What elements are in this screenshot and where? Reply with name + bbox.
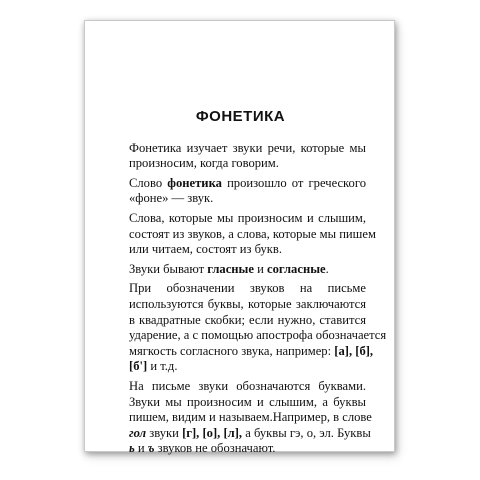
- term-vowels: гласные: [207, 261, 254, 276]
- letter-hard-sign: ъ: [147, 441, 155, 456]
- text-run: и: [134, 441, 148, 456]
- sound-notation: [а], [б],: [334, 343, 374, 358]
- paragraph-4: [115, 262, 366, 278]
- text-line: пишем, видим и называем.Например, в слове: [129, 410, 372, 425]
- text-line: [115, 441, 366, 457]
- text-line: Слова, которые мы произносим и слышим,: [129, 210, 366, 225]
- term-consonants: согласные: [267, 261, 326, 276]
- text-line: Звуки мы произносим и слышим, а буквы: [129, 394, 366, 409]
- text-line: Фонетика изучает звуки речи, которые мы: [129, 140, 366, 155]
- sound-notation: [б']: [129, 359, 148, 374]
- text-line: «фоне» — звук.: [129, 191, 214, 206]
- text-line: произносим, когда говорим.: [129, 156, 279, 171]
- paragraph-1: [115, 141, 366, 172]
- text-run: звуки: [146, 425, 183, 440]
- page-content: [115, 108, 387, 461]
- text-run: произошло от греческого: [221, 175, 366, 190]
- text-line: ударение, а с помощью апострофа обозначается: [129, 328, 387, 343]
- paragraph-5: [115, 281, 387, 375]
- text-line: [115, 425, 371, 442]
- paragraph-2: [115, 176, 366, 207]
- book-page: [84, 20, 395, 456]
- text-run: Слово: [129, 175, 168, 190]
- text-line: [115, 262, 366, 278]
- text-run: и т.д.: [147, 359, 178, 374]
- example-word: гол: [129, 425, 147, 440]
- text-line: [115, 176, 366, 192]
- text-line: или читаем, состоят из букв.: [129, 242, 283, 257]
- term-fonetika: фонетика: [167, 175, 222, 190]
- text-run: и: [253, 261, 268, 276]
- paragraph-3: [115, 210, 376, 258]
- text-run: звуков не обозначают.: [154, 441, 276, 456]
- text-run: Звуки бывают: [129, 261, 208, 276]
- sound-notation: [г], [о], [л],: [182, 425, 243, 440]
- letter-soft-sign: ь: [129, 441, 135, 456]
- text-line: используются буквы, которые заключаются: [129, 296, 366, 311]
- text-run: а буквы гэ, о, эл. Буквы: [242, 425, 371, 440]
- text-line: состоят из звуков, а слова, которые мы пишем: [129, 226, 376, 241]
- text-line: [115, 359, 366, 375]
- text-line: в квадратные скобки; если нужно, ставится: [129, 312, 366, 327]
- text-line: [115, 343, 374, 360]
- page-title: ФОНЕТИКА: [195, 108, 286, 125]
- text-run: мягкость согласного звука, например:: [129, 343, 335, 358]
- text-run: .: [325, 261, 329, 276]
- text-line: На письме звуки обозначаются буквами.: [129, 378, 366, 393]
- text-line: При обозначении звуков на письме: [129, 281, 366, 296]
- paragraph-6: [115, 378, 372, 457]
